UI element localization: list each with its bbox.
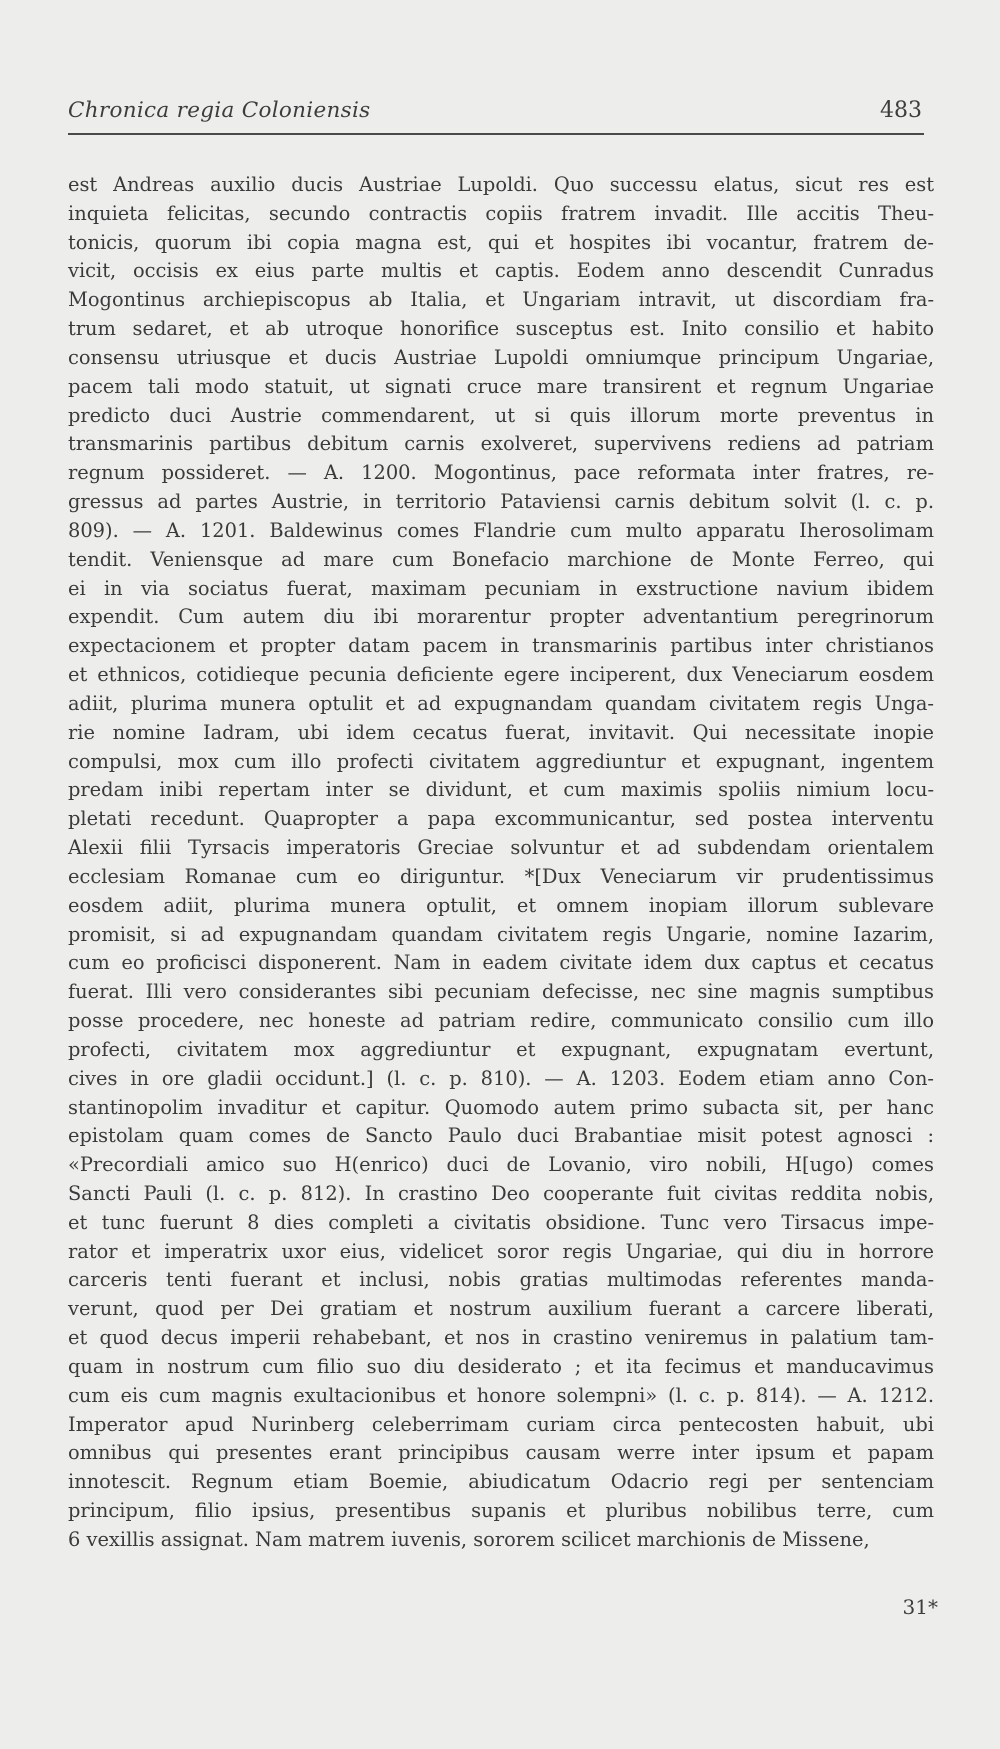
text-line: profecti, civitatem mox aggrediuntur et expugnant, expugnatam evertunt, — [68, 1037, 934, 1061]
text-line: verunt, quod per Dei gratiam et nostrum auxilium fuerant a carcere liberati, — [68, 1297, 934, 1321]
text-line: Mogontinus archiepiscopus ab Italia, et Ungariam intravit, ut discordiam fra- — [68, 288, 934, 312]
running-title: Chronica regia Coloniensis — [68, 98, 371, 123]
text-line: ei in via sociatus fuerat, maximam pecuniam in exstructione navium ibidem — [68, 576, 934, 600]
text-line: promisit, si ad expugnandam quandam civitatem regis Ungarie, nomine Iazarim, — [68, 922, 934, 946]
text-line: inquieta felicitas, secundo contractis copiis fratrem invadit. Ille accitis Theu- — [68, 201, 934, 225]
text-line: expendit. Cum autem diu ibi morarentur propter adventantium peregrinorum — [68, 605, 934, 629]
text-line: 6 vexillis assignat. Nam matrem iuvenis, sororem scilicet marchionis de Missene, — [68, 1527, 870, 1551]
text-line: predicto duci Austrie commendarent, ut si quis illorum morte preventus in — [68, 403, 934, 427]
text-line: tendit. Veniensque ad mare cum Bonefacio marchione de Monte Ferreo, qui — [68, 547, 934, 571]
text-line: rator et imperatrix uxor eius, videlicet soror regis Ungariae, qui diu in horrore — [68, 1239, 934, 1263]
text-line: pacem tali modo statuit, ut signati cruce mare transirent et regnum Ungariae — [68, 374, 934, 398]
text-line: eosdem adiit, plurima munera optulit, et omnem inopiam illorum sublevare — [68, 893, 934, 917]
text-line: regnum possideret. — A. 1200. Mogontinus, pace reformata inter fratres, re- — [68, 461, 934, 485]
text-line: compulsi, mox cum illo profecti civitatem aggrediuntur et expugnant, ingentem — [68, 749, 934, 773]
text-line: cives in ore gladii occidunt.] (l. c. p. 810). — A. 1203. Eodem etiam anno Con- — [68, 1066, 934, 1090]
text-line: predam inibi repertam inter se dividunt, et cum maximis spoliis nimium locu- — [68, 778, 934, 802]
text-line: stantinopolim invaditur et capitur. Quomodo autem primo subacta sit, per hanc — [68, 1095, 934, 1119]
running-head — [68, 98, 922, 132]
text-line: transmarinis partibus debitum carnis exolveret, supervivens rediens ad patriam — [68, 432, 934, 456]
text-line: cum eis cum magnis exultacionibus et honore solempni» (l. c. p. 814). — A. 1212. — [68, 1383, 934, 1407]
text-line: et tunc fuerunt 8 dies completi a civitatis obsidione. Tunc vero Tirsacus impe- — [68, 1210, 934, 1234]
text-line: 809). — A. 1201. Baldewinus comes Flandrie cum multo apparatu Iherosolimam — [68, 518, 934, 542]
text-line: tonicis, quorum ibi copia magna est, qui et hospites ibi vocantur, fratrem de- — [68, 230, 934, 254]
text-line: adiit, plurima munera optulit et ad expugnandam quandam civitatem regis Unga- — [68, 691, 934, 715]
text-line: gressus ad partes Austrie, in territorio Pataviensi carnis debitum solvit (l. c. p. — [68, 490, 934, 514]
text-line: Alexii filii Tyrsacis imperatoris Greciae solvuntur et ad subdendam orientalem — [68, 836, 934, 860]
text-line: trum sedaret, et ab utroque honorifice susceptus est. Inito consilio et habito — [68, 317, 934, 341]
text-line: pletati recedunt. Quapropter a papa excommunicantur, sed postea interventu — [68, 807, 934, 831]
text-line: carceris tenti fuerant et inclusi, nobis gratias multimodas referentes manda- — [68, 1268, 934, 1292]
text-line: Sancti Pauli (l. c. p. 812). In crastino Deo cooperante fuit civitas reddita nobis, — [68, 1181, 934, 1205]
text-line: «Precordiali amico suo H(enrico) duci de Lovanio, viro nobili, H[ugo) comes — [68, 1153, 934, 1177]
text-line: et ethnicos, cotidieque pecunia deficiente egere inciperent, dux Veneciarum eosdem — [68, 663, 934, 687]
text-line: rie nomine Iadram, ubi idem cecatus fuerat, invitavit. Qui necessitate inopie — [68, 720, 934, 744]
body-text — [68, 171, 934, 1555]
text-line: fuerat. Illi vero considerantes sibi pecuniam defecisse, nec sine magnis sumptibus — [68, 980, 934, 1004]
text-line: vicit, occisis ex eius parte multis et captis. Eodem anno descendit Cunradus — [68, 259, 934, 283]
text-line: principum, filio ipsius, presentibus supanis et pluribus nobilibus terre, cum — [68, 1499, 934, 1523]
text-line: omnibus qui presentes erant principibus causam werre inter ipsum et papam — [68, 1441, 934, 1465]
text-line: ecclesiam Romanae cum eo diriguntur. *[Dux Veneciarum vir prudentissimus — [68, 864, 934, 888]
signature-mark: 31* — [902, 1595, 938, 1619]
header-rule — [68, 133, 924, 135]
text-line: expectacionem et propter datam pacem in transmarinis partibus inter christianos — [68, 634, 934, 658]
text-line: et quod decus imperii rehabebant, et nos in crastino veniremus in palatium tam- — [68, 1326, 934, 1350]
text-line: est Andreas auxilio ducis Austriae Lupoldi. Quo successu elatus, sicut res est — [68, 173, 934, 196]
text-line: Imperator apud Nurinberg celeberrimam curiam circa pentecosten habuit, ubi — [68, 1412, 934, 1436]
text-line: quam in nostrum cum filio suo diu desiderato ; et ita fecimus et manducavimus — [68, 1354, 934, 1378]
text-line: cum eo proficisci disponerent. Nam in eadem civitate idem dux captus et cecatus — [68, 951, 934, 975]
text-line: consensu utriusque et ducis Austriae Lupoldi omniumque principum Ungariae, — [68, 345, 934, 369]
text-line: epistolam quam comes de Sancto Paulo duci Brabantiae misit potest agnosci : — [68, 1124, 934, 1148]
page-number: 483 — [880, 98, 922, 123]
text-line: posse procedere, nec honeste ad patriam redire, communicato consilio cum illo — [68, 1009, 934, 1033]
text-line: innotescit. Regnum etiam Boemie, abiudicatum Odacrio regi per sentenciam — [68, 1470, 934, 1494]
